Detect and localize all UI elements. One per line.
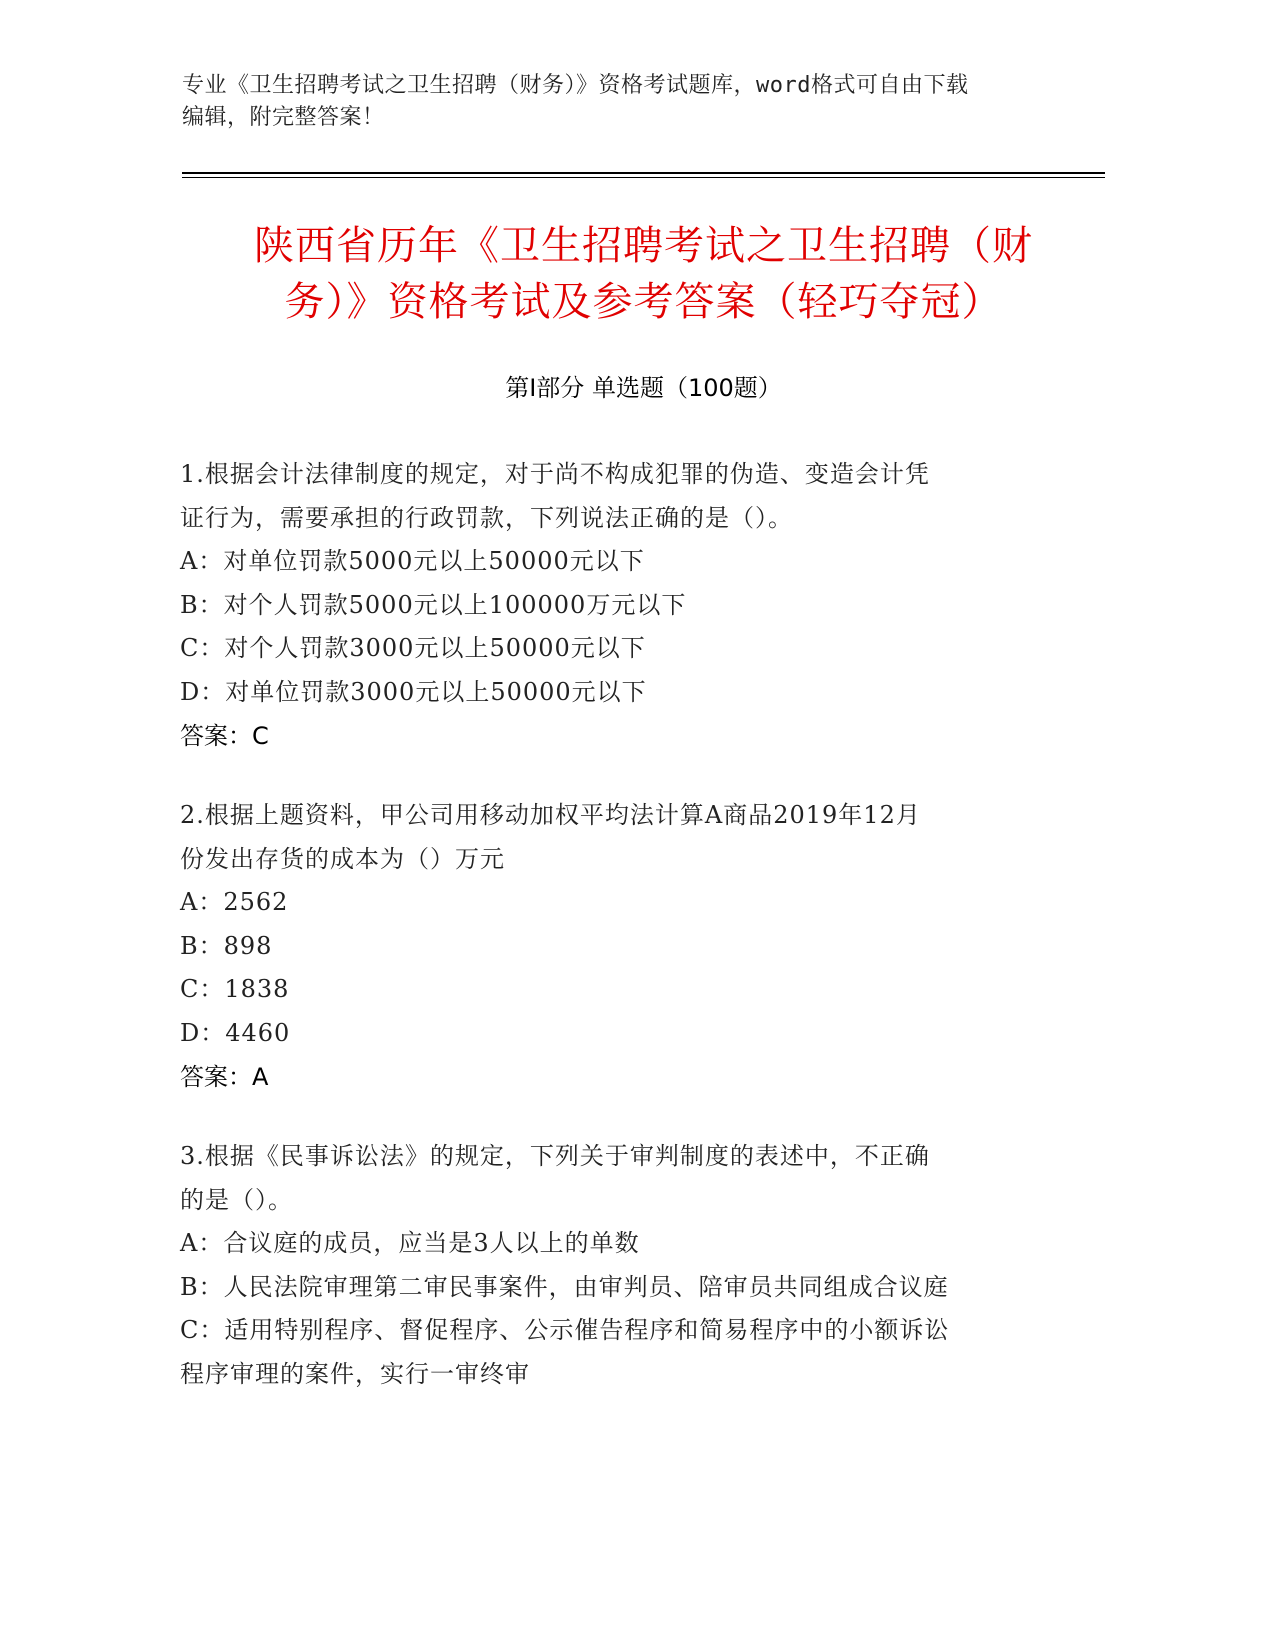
option-b: B：对个人罚款5000元以上100000万元以下 [180, 590, 687, 619]
option-c: C：1838 [180, 975, 290, 1003]
section-heading: 第I部分 单选题（100题） [505, 374, 782, 402]
header-note [182, 70, 1032, 134]
document-title-line: 务）》资格考试及参考答案（轻巧夺冠） [284, 279, 1003, 325]
question-stem-line: 3.根据《民事诉讼法》的规定，下列关于审判制度的表述中，不正确 [180, 1142, 930, 1170]
option-c-continued: 程序审理的案件，实行一审终审 [180, 1359, 530, 1388]
question-3 [180, 1134, 1030, 1396]
option-c: C：适用特别程序、督促程序、公示催告程序和简易程序中的小额诉讼 [180, 1316, 950, 1344]
question-stem-line: 2.根据上题资料，甲公司用移动加权平均法计算A商品2019年12月 [180, 801, 921, 829]
question-1 [180, 452, 1030, 758]
option-a: A：2562 [180, 888, 289, 916]
document-title [182, 218, 1105, 330]
question-stem-line: 的是（）。 [180, 1186, 293, 1214]
document-title-line: 陕西省历年《卫生招聘考试之卫生招聘（财 [254, 223, 1033, 269]
question-stem-line: 1.根据会计法律制度的规定，对于尚不构成犯罪的伪造、变造会计凭 [180, 460, 930, 488]
option-d: D：对单位罚款3000元以上50000元以下 [180, 677, 647, 706]
answer-line: 答案：C [180, 722, 269, 750]
option-d: D：4460 [180, 1018, 291, 1047]
option-b: B：898 [180, 931, 273, 960]
header-divider-thin [182, 177, 1105, 178]
question-stem-line: 份发出存货的成本为（）万元 [180, 845, 505, 873]
option-a: A：合议庭的成员，应当是3人以上的单数 [180, 1229, 640, 1257]
header-note-line: 编辑，附完整答案！ [182, 105, 385, 130]
question-stem-line: 证行为，需要承担的行政罚款，下列说法正确的是（）。 [180, 504, 793, 532]
option-b: B：人民法院审理第二审民事案件，由审判员、陪审员共同组成合议庭 [180, 1272, 949, 1301]
question-2 [180, 793, 1030, 1099]
option-a: A：对单位罚款5000元以上50000元以下 [180, 547, 645, 575]
option-c: C：对个人罚款3000元以上50000元以下 [180, 634, 646, 662]
header-divider-thick [182, 172, 1105, 174]
question-list [180, 452, 1030, 1431]
answer-line: 答案：A [180, 1063, 269, 1091]
header-note-line: 专业《卫生招聘考试之卫生招聘（财务）》资格考试题库，word格式可自由下载 [182, 73, 969, 98]
